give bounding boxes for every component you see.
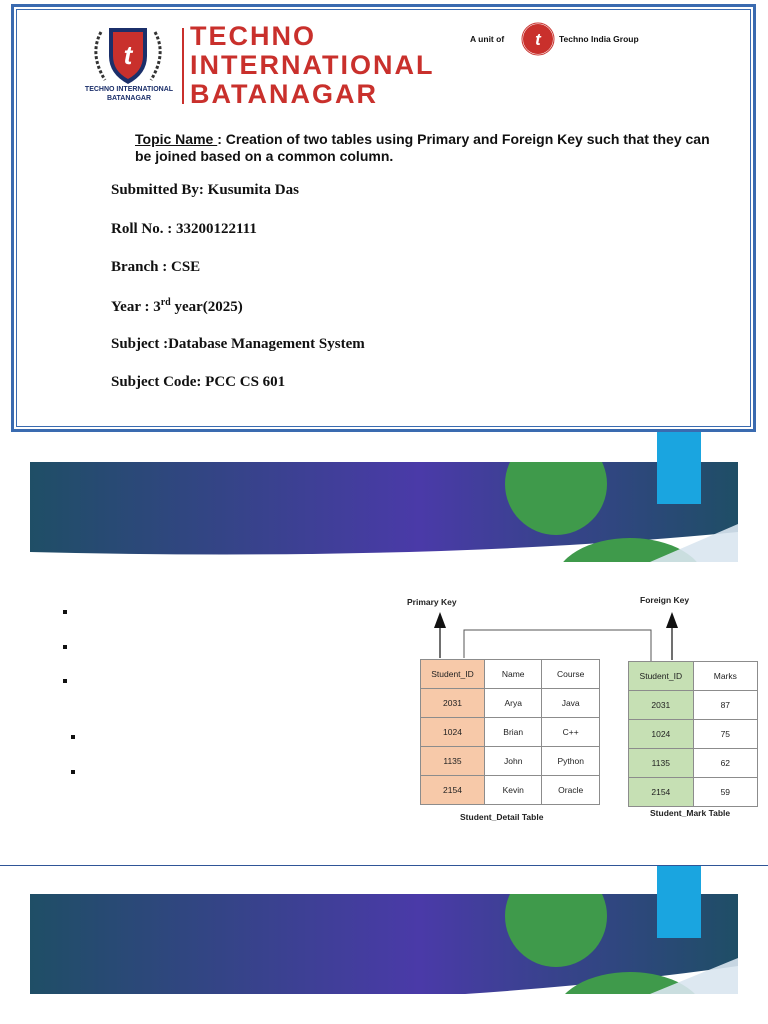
table-cell: Python (542, 747, 600, 776)
table-cell: 1024 (629, 720, 694, 749)
topic-label: Topic Name (135, 131, 218, 147)
table-cell: 2031 (629, 691, 694, 720)
table-cell: 87 (693, 691, 757, 720)
topic-paragraph (135, 131, 715, 165)
table-row (629, 749, 758, 778)
table-cell: Kevin (485, 776, 542, 805)
svg-text:t: t (535, 30, 541, 49)
student-mark-table-caption: Student_Mark Table (650, 808, 731, 818)
branch: Branch : CSE (111, 259, 201, 275)
table-header-row (421, 660, 600, 689)
submitted-by: Submitted By: Kusumita Das (111, 182, 299, 198)
caption-line-2: BATANAGAR (106, 95, 152, 102)
foreign-key-label: Foreign Key (640, 595, 690, 605)
key-relationship-diagram (400, 590, 768, 830)
table-cell: 59 (693, 778, 757, 807)
year (111, 297, 243, 316)
page-separator (0, 865, 768, 866)
table-cell: 1135 (421, 747, 485, 776)
table-cell: 2154 (421, 776, 485, 805)
column-header: Marks (693, 662, 757, 691)
table-cell: Arya (485, 689, 542, 718)
college-name-line-3: BATANAGAR (190, 79, 378, 109)
slide-accent-tab-bottom (657, 866, 701, 938)
year-suffix: year(2025) (170, 299, 243, 315)
student-detail-table (420, 659, 600, 805)
bullet-5 (71, 770, 75, 774)
table-row (421, 718, 600, 747)
roll-number: Roll No. : 33200122111 (111, 221, 257, 237)
subject: Subject :Database Management System (111, 336, 365, 352)
year-prefix: Year : 3 (111, 299, 161, 315)
table-row (629, 778, 758, 807)
college-name (190, 21, 435, 109)
table-cell: Oracle (542, 776, 600, 805)
bullet-4 (71, 735, 75, 739)
caption-line-1: TECHNO INTERNATIONAL (84, 86, 174, 93)
bullet-1 (63, 610, 67, 614)
slide-banner-top (30, 462, 738, 562)
svg-text:t: t (123, 40, 133, 70)
column-header: Name (485, 660, 542, 689)
college-name-line-1: TECHNO (190, 21, 316, 51)
table-cell: 75 (693, 720, 757, 749)
bullet-2 (63, 645, 67, 649)
table-cell: 2154 (629, 778, 694, 807)
logo-divider (182, 28, 184, 104)
table-row (421, 689, 600, 718)
college-name-line-2: INTERNATIONAL (190, 50, 435, 80)
table-cell: 62 (693, 749, 757, 778)
college-logo (83, 22, 173, 87)
student-detail-table-caption: Student_Detail Table (460, 812, 544, 822)
column-header: Student_ID (421, 660, 485, 689)
table-row (421, 747, 600, 776)
table-cell: C++ (542, 718, 600, 747)
table-cell: Java (542, 689, 600, 718)
group-name: Techno India Group (559, 34, 639, 44)
bullet-3 (63, 679, 67, 683)
slide-banner-bottom (30, 894, 738, 994)
table-cell: 1024 (421, 718, 485, 747)
table-cell: Brian (485, 718, 542, 747)
subject-code: Subject Code: PCC CS 601 (111, 374, 286, 390)
table-cell: 1135 (629, 749, 694, 778)
table-cell: John (485, 747, 542, 776)
table-row (421, 776, 600, 805)
student-mark-table (628, 661, 758, 807)
table-header-row (629, 662, 758, 691)
column-header: Student_ID (629, 662, 694, 691)
year-superscript: rd (160, 297, 171, 308)
column-header: Course (542, 660, 600, 689)
table-cell: 2031 (421, 689, 485, 718)
topic-text: : Creation of two tables using Primary and Foreign Key such that they can be joined based on a common column. (135, 131, 710, 164)
table-row (629, 691, 758, 720)
college-logo-caption (76, 85, 182, 103)
unit-of-text: A unit of (470, 34, 505, 44)
group-logo (521, 22, 555, 56)
slide-accent-tab-top (657, 432, 701, 504)
primary-key-label: Primary Key (407, 597, 457, 607)
table-row (629, 720, 758, 749)
